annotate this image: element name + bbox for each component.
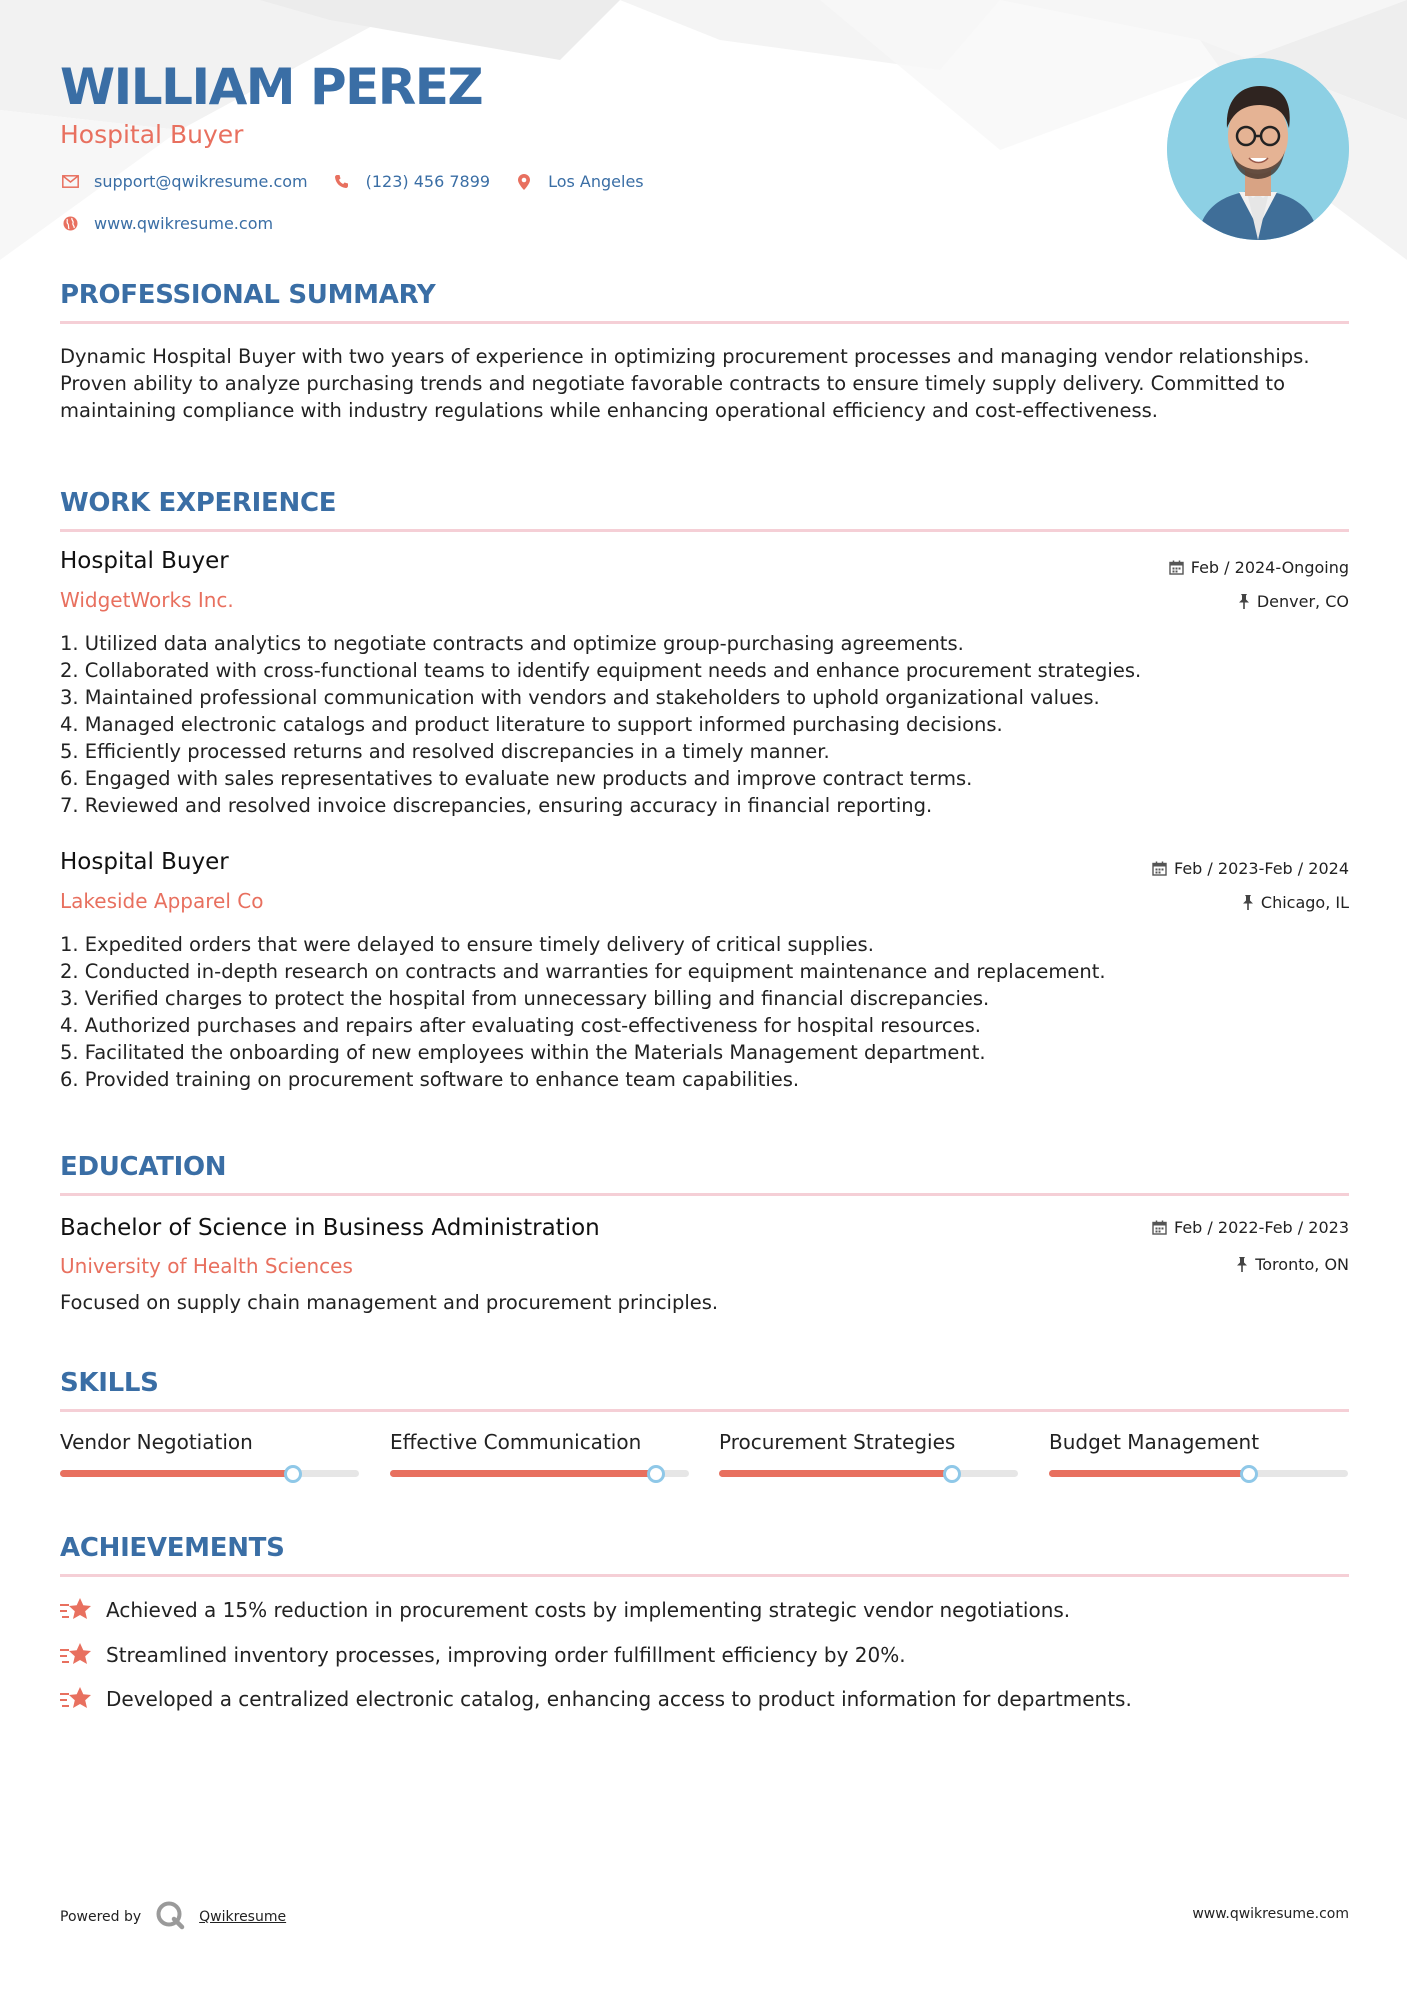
achievement-text: Developed a centralized electronic catalog, enhancing access to product information for departments.: [106, 1687, 1132, 1711]
list-item: 1. Utilized data analytics to negotiate contracts and optimize group-purchasing agreements.: [60, 632, 964, 655]
contact-website[interactable]: [60, 214, 273, 233]
job-title: Hospital Buyer: [60, 849, 229, 875]
job-title: Hospital Buyer: [60, 548, 229, 574]
calendar-icon: [1152, 861, 1167, 876]
contact-row: [60, 172, 668, 191]
skill-bar-fill: [390, 1470, 656, 1477]
list-item: 7. Reviewed and resolved invoice discrepancies, ensuring accuracy in financial reporting.: [60, 794, 933, 817]
job-date: [1152, 859, 1349, 878]
list-item: 2. Conducted in-depth research on contracts and warranties for equipment maintenance and replacement.: [60, 960, 1106, 983]
star-icon: [60, 1641, 92, 1669]
degree-title: Bachelor of Science in Business Administration: [60, 1215, 600, 1241]
skill-name: Procurement Strategies: [719, 1430, 956, 1454]
section-divider: [60, 1574, 1349, 1577]
list-item: 5. Facilitated the onboarding of new employees within the Materials Management department.: [60, 1041, 986, 1064]
contact-email[interactable]: [60, 172, 308, 191]
website-text: www.qwikresume.com: [94, 214, 274, 233]
list-item: 5. Efficiently processed returns and resolved discrepancies in a timely manner.: [60, 740, 830, 763]
job-location: [1242, 893, 1349, 912]
pushpin-icon: [1242, 895, 1254, 910]
job-company: Lakeside Apparel Co: [60, 889, 264, 913]
location-text: Los Angeles: [548, 172, 644, 191]
contact-phone[interactable]: [332, 172, 490, 191]
education-location: [1236, 1255, 1349, 1274]
pushpin-icon: [1236, 1257, 1248, 1272]
qwikresume-logo-icon: [155, 1900, 185, 1934]
candidate-name: WILLIAM PEREZ: [60, 58, 483, 116]
education-date-text: Feb / 2022-Feb / 2023: [1174, 1218, 1349, 1237]
skill-bar-fill: [1049, 1470, 1249, 1477]
list-item: 6. Provided training on procurement software to enhance team capabilities.: [60, 1068, 800, 1091]
skill-bar-knob: [647, 1465, 665, 1483]
calendar-icon: [1152, 1220, 1167, 1235]
brand-link[interactable]: Qwikresume: [199, 1909, 287, 1925]
job-date: [1169, 558, 1349, 577]
achievement-text: Achieved a 15% reduction in procurement costs by implementing strategic vendor negotiations.: [106, 1598, 1071, 1622]
footer-website[interactable]: www.qwikresume.com: [1192, 1906, 1349, 1922]
skill-bar-knob: [1240, 1465, 1258, 1483]
skill-bar-fill: [60, 1470, 293, 1477]
section-divider: [60, 1409, 1349, 1412]
section-divider: [60, 1193, 1349, 1196]
list-item: 1. Expedited orders that were delayed to ensure timely delivery of critical supplies.: [60, 933, 874, 956]
summary-text: Dynamic Hospital Buyer with two years of experience in optimizing procurement processes and managing vendor relationships. Proven ability to analyze purchasing trends and negotiate favorable contracts to ensure timely supply delivery. Committed to maintaining compliance with industry regulations while enhancing operational efficiency and cost-effectiveness.: [60, 345, 1310, 422]
contact-location: [514, 172, 644, 191]
contact-row-web: [60, 214, 297, 233]
job-date-text: Feb / 2023-Feb / 2024: [1174, 859, 1349, 878]
summary-heading: PROFESSIONAL SUMMARY: [60, 280, 436, 310]
list-item: 2. Collaborated with cross-functional teams to identify equipment needs and enhance procurement strategies.: [60, 659, 1142, 682]
job-location-text: Chicago, IL: [1260, 893, 1349, 912]
achievement-item: [60, 1685, 1132, 1713]
skill-item: [1049, 1430, 1348, 1454]
phone-icon: [332, 173, 352, 191]
list-item: 3. Verified charges to protect the hospital from unnecessary billing and financial discrepancies.: [60, 987, 990, 1010]
job-location: [1238, 592, 1349, 611]
powered-by-label: Powered by: [60, 1909, 142, 1925]
star-icon: [60, 1685, 92, 1713]
school-name: University of Health Sciences: [60, 1254, 353, 1278]
list-item: 4. Authorized purchases and repairs after evaluating cost-effectiveness for hospital resources.: [60, 1014, 981, 1037]
job-bullets: [60, 630, 1349, 819]
profile-photo: [1167, 58, 1349, 240]
skill-item: [390, 1430, 689, 1454]
education-location-text: Toronto, ON: [1255, 1255, 1349, 1274]
footer-powered-by: [60, 1900, 286, 1934]
experience-heading: WORK EXPERIENCE: [60, 488, 337, 518]
skill-item: [60, 1430, 359, 1454]
skill-bar: [719, 1470, 1018, 1477]
achievements-heading: ACHIEVEMENTS: [60, 1533, 285, 1563]
job-location-text: Denver, CO: [1256, 592, 1349, 611]
candidate-role: Hospital Buyer: [60, 120, 244, 149]
job-date-text: Feb / 2024-Ongoing: [1190, 558, 1349, 577]
skill-bar-fill: [719, 1470, 952, 1477]
skill-bar: [390, 1470, 689, 1477]
skill-bar-knob: [943, 1465, 961, 1483]
education-description: Focused on supply chain management and procurement principles.: [60, 1291, 719, 1314]
achievement-item: [60, 1596, 1070, 1624]
envelope-icon: [60, 173, 80, 191]
skill-name: Effective Communication: [390, 1430, 642, 1454]
map-pin-icon: [514, 173, 534, 191]
education-date: [1152, 1218, 1349, 1237]
section-divider: [60, 321, 1349, 324]
skills-heading: SKILLS: [60, 1368, 159, 1398]
job-company: WidgetWorks Inc.: [60, 588, 234, 612]
skill-bar: [1049, 1470, 1348, 1477]
globe-icon: [60, 215, 80, 233]
achievement-item: [60, 1641, 906, 1669]
pushpin-icon: [1238, 594, 1250, 609]
skill-item: [719, 1430, 1018, 1454]
achievement-text: Streamlined inventory processes, improving order fulfillment efficiency by 20%.: [106, 1643, 906, 1667]
phone-text: (123) 456 7899: [365, 172, 491, 191]
skill-bar: [60, 1470, 359, 1477]
job-bullets: [60, 931, 1349, 1093]
calendar-icon: [1169, 560, 1184, 575]
list-item: 6. Engaged with sales representatives to evaluate new products and improve contract terms.: [60, 767, 973, 790]
skill-bar-knob: [284, 1465, 302, 1483]
list-item: 3. Maintained professional communication with vendors and stakeholders to uphold organizational values.: [60, 686, 1100, 709]
list-item: 4. Managed electronic catalogs and product literature to support informed purchasing decisions.: [60, 713, 1003, 736]
email-text: support@qwikresume.com: [94, 172, 308, 191]
skill-name: Vendor Negotiation: [60, 1430, 253, 1454]
education-heading: EDUCATION: [60, 1152, 227, 1182]
skill-name: Budget Management: [1049, 1430, 1260, 1454]
star-icon: [60, 1596, 92, 1624]
section-divider: [60, 529, 1349, 532]
